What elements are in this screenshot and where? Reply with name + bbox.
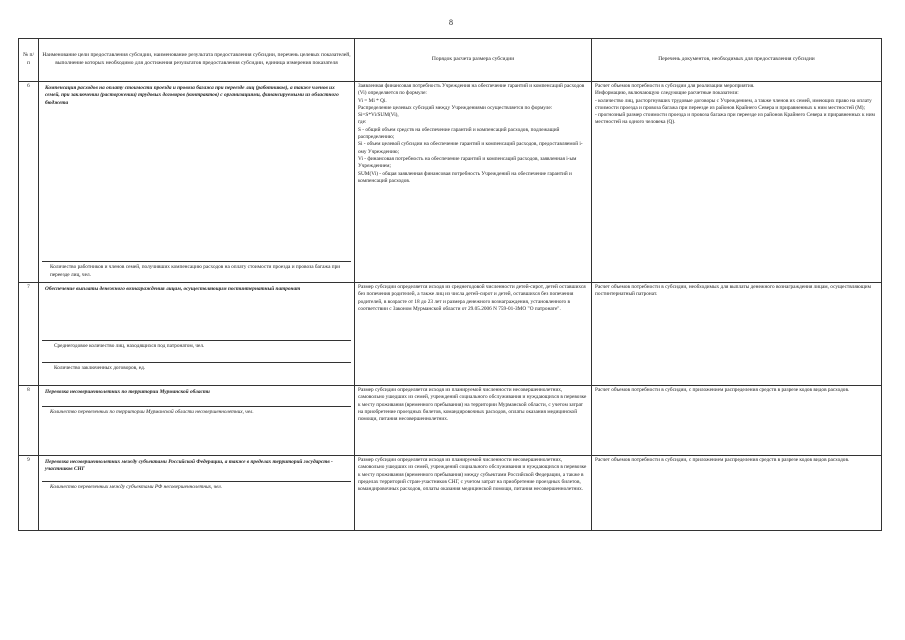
calc-line: Распределение целевых субсидий между Учреждениями осуществляется по формуле: Si=S*Vi/SUM(Vi), (358, 104, 553, 119)
docs-line: - прогнозный размер стоимости проезда и провоза багажа при переезде из районов Крайнего Севера и приравненных к ним местностей на одного человека (Q). (595, 112, 875, 126)
calc-line: Размер субсидии определяется исходя из планируемой численности несовершеннолетних, самовольно ушедших из семей, учреждений социального обслуживания и нуждающихся в перевозке к месту проживания (временного пребывания) между субъектами Российской Федерации, а также в пределах территорий стран-участников СНГ, с учетом затрат на приобретение проездных билетов, командировочных расходов, оплаты оказания медицинской помощи, питания несовершеннолетних. (358, 457, 587, 493)
header-name: Наименование цели предоставления субсидии, наименование результата предоставления субсидии, перечень целевых показателей, выполнение которых необходимо для достижения результатов предоставления субсидии, единица измерения показателя (39, 39, 355, 82)
row-indicator: Количество работников и членов семей, получивших компенсацию расходов на оплату стоимости проезда и провоза багажа при переезде лиц, чел. (42, 261, 351, 281)
table-row (19, 386, 882, 456)
row-calc-cell (355, 82, 592, 283)
table-header-row (19, 39, 882, 82)
header-docs: Перечень документов, необходимых для предоставления субсидии (592, 39, 882, 82)
calc-line: Si - объем целевой субсидии на обеспечение гарантий и компенсаций расходов, предоставляемой i-ому Учреждению; (358, 141, 583, 155)
calc-line: SUM(Vi) - общая заявленная финансовая потребность Учреждений на обеспечение гарантий и компенсаций расходов. (358, 170, 572, 184)
row-number: 7 (19, 283, 39, 386)
row-indicator: Количество перевезенных между субъектами РФ несовершеннолетних, чел. (42, 481, 351, 529)
row-indicator: Среднегодовое количество лиц, находящихся под патронатом, чел. (42, 340, 351, 362)
row-name-cell (39, 82, 355, 283)
row-goal: Перевозка несовершеннолетних между субъектами Российской Федерации, а также в пределах территорий государств - участников СНГ (45, 459, 333, 473)
calc-line: где: (358, 119, 367, 126)
table-row (19, 283, 882, 386)
calc-line: Vi - финансовая потребность на обеспечение гарантий и компенсаций расходов, заявленная i-ым Учреждением; (358, 155, 577, 170)
docs-line: Расчет объемов потребности в субсидии, необходимых для выплаты денежного вознаграждения лицам, осуществляющим постинтернатный патронат. (595, 284, 871, 298)
page-number: 8 (449, 18, 453, 27)
calc-line: S - общий объем средств на обеспечение гарантий и компенсаций расходов, подлежащий распределению; (358, 126, 560, 141)
row-name-cell (39, 283, 355, 386)
calc-line: Размер субсидии определяется исходя из среднегодовой численности детей-сирот, детей оставшихся без попечения родителей, а также лиц из числа детей-сирот и детей, оставшихся без попечения родителей, в возрасте от 18 до 23 лет и размера денежного вознаграждения, установленного в соответствии с Законом Мурманской области от 29.05.2006 N 759-01-ЗМО "О патронате". (358, 284, 586, 312)
docs-line: - количество лиц, расторгнувших трудовые договоры с Учреждением, а также членов их семей, имеющих право на оплату стоимости проезда и провоза багажа при переезде из районов Крайнего Севера и приравненных к ним местностей (M); (595, 97, 872, 111)
row-docs-cell (592, 386, 882, 456)
calc-line: Vi = Mi * Qi. (358, 97, 387, 104)
calc-line: Размер субсидии определяется исходя из планируемой численности несовершеннолетних, самовольно ушедших из семей, учреждений социального обслуживания и нуждающихся в перевозке к месту проживания (временного пребывания) на территории Мурманской области, с учетом затрат на приобретение проездных билетов, командировочных расходов, оплаты оказания медицинской помощи, питания несовершеннолетних. (358, 387, 587, 423)
docs-line: Информацию, включающую следующие расчетные показатели: (595, 90, 739, 97)
docs-line: Расчет объемов потребности в субсидии, с приложением распределения средств в разрезе кодов видов расходов. (595, 457, 850, 463)
table-row (19, 82, 882, 283)
docs-line: Расчет объемов потребности в субсидии для реализации мероприятия. (595, 83, 755, 89)
row-docs-cell (592, 456, 882, 531)
row-docs-cell (592, 82, 882, 283)
row-calc-cell (355, 283, 592, 386)
header-calc: Порядок расчета размера субсидии (355, 39, 592, 82)
row-number: 8 (19, 386, 39, 456)
row-name-cell (39, 456, 355, 531)
row-calc-cell (355, 386, 592, 456)
row-number: 6 (19, 82, 39, 283)
subsidy-table (18, 38, 882, 531)
row-calc-cell (355, 456, 592, 531)
row-goal: Компенсация расходов на оплату стоимости проезда и провоза багажа при переезде лиц (работников), а также членов их семей, при заключении (расторжении) трудовых договоров (контрактов) с организациями, финансируемыми из областного бюджета (45, 85, 339, 106)
table-row (19, 456, 882, 531)
row-goal: Обеспечение выплаты денежного вознаграждения лицам, осуществляющим постинтернатный патронат (45, 286, 301, 292)
row-name-cell (39, 386, 355, 456)
row-indicator: Количество заключенных договоров, ед. (42, 362, 351, 384)
docs-line: Расчет объемов потребности в субсидии, с приложением распределения средств в разрезе кодов видов расходов. (595, 387, 850, 393)
calc-line: Заявленная финансовая потребность Учреждения на обеспечение гарантий и компенсаций расходов (Vi) определяется по формуле: (358, 83, 585, 97)
row-number: 9 (19, 456, 39, 531)
header-num: № п/п (19, 39, 39, 82)
row-docs-cell (592, 283, 882, 386)
row-indicator: Количество перевезенных по территории Мурманской области несовершеннолетних, чел. (42, 406, 351, 454)
row-goal: Перевозка несовершеннолетних по территории Мурманской области (45, 389, 210, 395)
